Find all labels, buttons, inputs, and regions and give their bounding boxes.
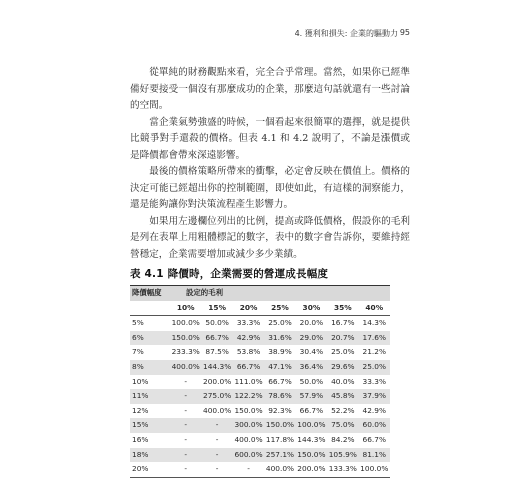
chapter-title: 4. 獲利和損失: 企業的驅動力 xyxy=(294,29,398,38)
margin-column-header: 10% xyxy=(170,301,201,316)
table-cell: 29.6% xyxy=(331,361,355,371)
table-cell: 66.7% xyxy=(205,332,229,342)
row-label: 7% xyxy=(132,347,144,357)
table-cell: 400.0% xyxy=(234,434,263,444)
margin-table xyxy=(130,285,390,478)
table-cell: - xyxy=(184,420,188,430)
table-cell: 30.4% xyxy=(299,347,324,357)
table-cell: - xyxy=(170,462,201,477)
table-cell: 25.0% xyxy=(362,361,386,371)
column-header-price-cut: 降價幅度 xyxy=(130,286,170,301)
row-label: 6% xyxy=(132,332,144,342)
table-cell: - xyxy=(215,434,219,444)
table-row xyxy=(130,418,390,433)
table-cell: 37.9% xyxy=(362,391,386,401)
column-header-gross-margin: 設定的毛利 xyxy=(170,286,390,301)
table-cell: 200.0% xyxy=(203,376,232,386)
table-cell: 150.0% xyxy=(171,332,200,342)
table-cell: 144.3% xyxy=(297,434,326,444)
table-cell: 122.2% xyxy=(234,391,263,401)
table-cell: 33.3% xyxy=(236,318,261,328)
row-label: 8% xyxy=(132,361,144,371)
row-label: 18% xyxy=(132,449,149,459)
page-number: 95 xyxy=(399,28,410,37)
row-label: 10% xyxy=(132,376,149,386)
paragraph: 最後的價格策略所帶來的衝擊，必定會反映在價值上。價格的決定可能已經超出你的控制範圍，即使如此，有這樣的洞察能力，還是能夠讓你對決策流程產生影響力。 xyxy=(130,166,410,210)
table-cell: 50.0% xyxy=(205,318,229,328)
table-cell: - xyxy=(184,434,188,444)
table-cell: 60.0% xyxy=(362,420,386,430)
table-cell: 66.7% xyxy=(268,376,292,386)
table-cell: 81.1% xyxy=(362,449,386,459)
margin-column-header: 15% xyxy=(201,301,232,316)
table-cell: 92.3% xyxy=(268,405,292,415)
table-cell: 14.3% xyxy=(362,318,386,328)
table-cell: 47.1% xyxy=(268,361,292,371)
empty-header-cell xyxy=(130,301,170,316)
running-header xyxy=(0,28,520,44)
table-cell: 40.0% xyxy=(331,376,355,386)
table-row xyxy=(130,389,390,404)
table-cell: 25.0% xyxy=(331,347,355,357)
table-cell: 150.0% xyxy=(234,405,263,415)
table-cell: 50.0% xyxy=(299,376,324,386)
table-cell: - xyxy=(184,376,188,386)
table-cell: 133.3% xyxy=(327,462,358,477)
table-cell: 400.0% xyxy=(264,462,295,477)
table-cell: 66.7% xyxy=(362,434,386,444)
margin-column-header: 40% xyxy=(359,301,390,316)
margin-column-header: 35% xyxy=(327,301,358,316)
table-cell: 17.6% xyxy=(362,332,386,342)
row-label: 11% xyxy=(132,391,149,401)
table-cell: 84.2% xyxy=(331,434,355,444)
table-cell: 66.7% xyxy=(299,405,324,415)
paragraph: 從單純的財務觀點來看，完全合乎常理。當然，如果你已經準備好要接受一個沒有那麼成功的企業，那麼這句話就還有一些討論的空間。 xyxy=(130,67,410,111)
table-body xyxy=(130,316,390,478)
table-cell: 33.3% xyxy=(362,376,386,386)
table-cell: 25.0% xyxy=(268,318,292,328)
row-label: 12% xyxy=(132,405,149,415)
table-cell: 200.0% xyxy=(296,462,327,477)
paragraph: 當企業氣勢強盛的時候，一個看起來很簡單的選擇，就是提供比競爭對手還殺的價格。但表 4.1 和 4.2 說明了，不論是漲價或是降價都會帶來深遠影響。 xyxy=(130,116,410,161)
margin-column-header: 25% xyxy=(264,301,295,316)
table-cell: 78.6% xyxy=(268,391,292,401)
table-row xyxy=(130,375,390,390)
table-row xyxy=(130,316,390,331)
table-cell: - xyxy=(215,449,219,459)
table-title: 表 4.1 降價時，企業需要的營運成長幅度 xyxy=(130,268,329,280)
table-cell: 52.2% xyxy=(331,405,355,415)
paragraph: 如果用左邊欄位列出的比例，提高或降低價格，假設你的毛利是列在表單上用粗體標記的數字，表中的數字會告訴你，要維持經營穩定，企業需要增加或減少多少業績。 xyxy=(130,215,410,260)
table-row xyxy=(130,448,390,463)
table-cell: 100.0% xyxy=(171,318,200,328)
table-cell: 100.0% xyxy=(297,420,326,430)
table-row xyxy=(130,331,390,346)
table-cell: - xyxy=(201,462,232,477)
table-cell: 400.0% xyxy=(171,361,200,371)
table-cell: - xyxy=(184,391,188,401)
table-row xyxy=(130,462,390,477)
margin-column-header: 20% xyxy=(233,301,264,316)
table-cell: 42.9% xyxy=(236,332,261,342)
table-cell: 144.3% xyxy=(203,361,232,371)
table-cell: 20.0% xyxy=(299,318,324,328)
table-cell: 257.1% xyxy=(265,449,295,459)
table-cell: 150.0% xyxy=(297,449,326,459)
table-cell: - xyxy=(184,405,188,415)
table-cell: 66.7% xyxy=(236,361,261,371)
table-cell: 300.0% xyxy=(234,420,263,430)
table-cell: 75.0% xyxy=(331,420,355,430)
table-cell: 38.9% xyxy=(268,347,292,357)
table-row xyxy=(130,404,390,419)
row-label: 16% xyxy=(132,434,149,444)
table-cell: 16.7% xyxy=(331,318,355,328)
table-cell: - xyxy=(233,462,264,477)
table-row xyxy=(130,345,390,360)
table-cell: 42.9% xyxy=(362,405,386,415)
row-label: 20% xyxy=(130,462,170,477)
table-subheader-row xyxy=(130,301,390,316)
table-cell: - xyxy=(184,449,188,459)
table-cell: 117.8% xyxy=(265,434,295,444)
table-cell: 111.0% xyxy=(234,376,263,386)
table-cell: 21.2% xyxy=(362,347,386,357)
table-cell: 36.4% xyxy=(299,361,324,371)
table-cell: 45.8% xyxy=(331,391,355,401)
table-cell: 53.8% xyxy=(236,347,261,357)
table-cell: 31.6% xyxy=(268,332,292,342)
row-label: 5% xyxy=(132,318,144,328)
table-cell: 105.9% xyxy=(328,449,357,459)
table-cell: 20.7% xyxy=(331,332,355,342)
table-cell: 29.0% xyxy=(299,332,324,342)
margin-column-header: 30% xyxy=(296,301,327,316)
table-cell: 400.0% xyxy=(203,405,232,415)
row-label: 15% xyxy=(132,420,149,430)
body-text xyxy=(130,65,410,263)
table-cell: 150.0% xyxy=(265,420,295,430)
table-cell: 275.0% xyxy=(203,391,232,401)
table-cell: 100.0% xyxy=(359,462,390,477)
table-cell: 600.0% xyxy=(234,449,263,459)
table-row xyxy=(130,360,390,375)
table-cell: 87.5% xyxy=(205,347,229,357)
table-cell: - xyxy=(215,420,219,430)
table-cell: 233.3% xyxy=(171,347,200,357)
table-header-row xyxy=(130,286,390,301)
table-cell: 57.9% xyxy=(299,391,324,401)
table-row xyxy=(130,433,390,448)
